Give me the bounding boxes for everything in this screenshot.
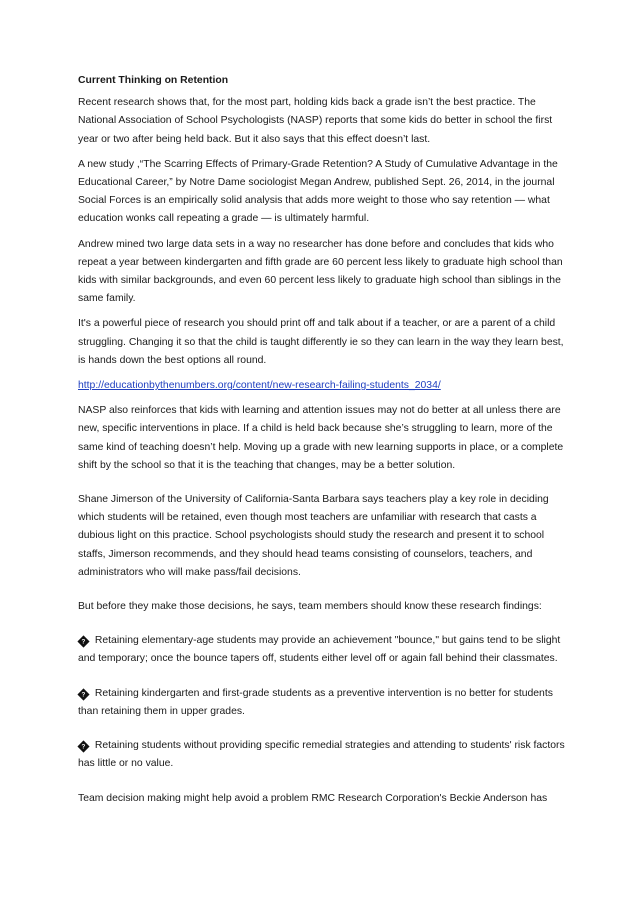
paragraph-jimerson: Shane Jimerson of the University of California-Santa Barbara says teachers play a key role in deciding which students will be retained, even though most teachers are unfamiliar with research that casts a dubious light on this practice. School psychologists should study the research and present it to school staffs, Jimerson recommends, and they should head teams consisting of counselors, teachers, and administrators who will make pass/fail decisions. [78,494,549,578]
link-paragraph [78,377,568,395]
source-link[interactable]: http://educationbythenumbers.org/content/new-research-failing-students_2034/ [78,380,441,392]
paragraph-powerful-research: It's a powerful piece of research you should print off and talk about if a teacher, or are a parent of a child struggling. Changing it so that the child is taught differently ie so they can learn in the way they learn best, is hands down the best options all round. [78,318,564,366]
bullet-icon: ? [77,636,89,648]
bullet-item-bounce [78,632,568,668]
paragraph-new-study: A new study ,“The Scarring Effects of Primary-Grade Retention? A Study of Cumulative Advantage in the Educational Career,” by Notre Dame sociologist Megan Andrew, published Sept. 26, 2014, in the journal Social Forces is an empirically solid analysis that adds more weight to those who say retention — what education wonks call repeating a grade — is ultimately harmful. [78,158,558,225]
bullet-text: Retaining kindergarten and first-grade students as a preventive intervention is no better for students than retaining them in upper grades. [78,687,553,717]
paragraph-recent-research: Recent research shows that, for the most part, holding kids back a grade isn’t the best practice. The National Association of School Psychologists (NASP) reports that some kids do better in school the first year or two after being held back. But it also says that this effect doesn’t last. [78,97,553,145]
document-page [78,72,568,815]
paragraph-andrew-data: Andrew mined two large data sets in a way no researcher has done before and concludes that kids who repeat a year between kindergarten and fifth grade are 60 percent less likely to graduate high school than kids with similar backgrounds, and even 60 percent less likely to graduate high school than siblings in the same family. [78,238,563,305]
bullet-icon: ? [77,688,89,700]
section-heading: Current Thinking on Retention [78,75,229,86]
paragraph-before-decisions: But before they make those decisions, he says, team members should know these research findings: [78,601,542,613]
bullet-text: Retaining elementary-age students may provide an achievement "bounce," but gains tend to be slight and temporary; once the bounce tapers off, students either level off or again fall behind their classmates. [78,635,561,665]
bullet-item-remedial [78,737,568,773]
bullet-icon: ? [77,741,89,753]
paragraph-nasp: NASP also reinforces that kids with learning and attention issues may not do better at all unless there are new, specific interventions in place. If a child is held back because she’s struggling to learn, more of the same kind of teaching doesn’t help. Moving up a grade with new learning supports in place, or a complete shift by the school so that it is the teaching that changes, may be a better solution. [78,405,564,471]
bullet-text: Retaining students without providing specific remedial strategies and attending to students' risk factors has little or no value. [78,740,565,770]
paragraph-team-decision: Team decision making might help avoid a problem RMC Research Corporation's Beckie Anderson has [78,792,548,804]
bullet-item-kindergarten [78,685,568,721]
